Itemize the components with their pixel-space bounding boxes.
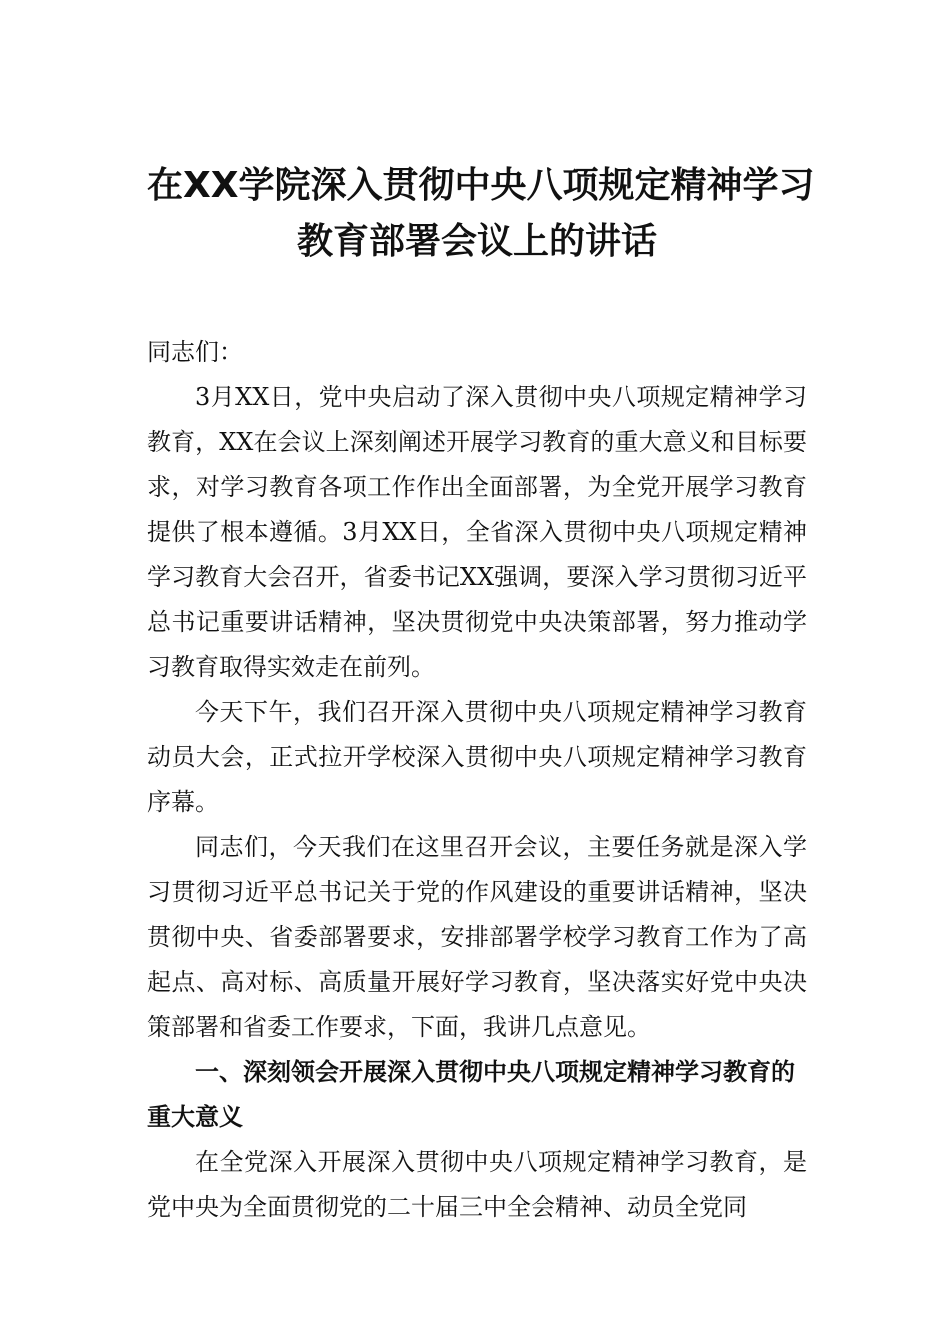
- greeting: 同志们：: [147, 338, 243, 366]
- document-title: [147, 158, 815, 270]
- section-1-paragraph: 在全党深入开展深入贯彻中央八项规定精神学习教育，是党中央为全面贯彻党的二十届三中全会精神、动员全党同: [147, 1148, 807, 1221]
- document-body: [147, 330, 807, 1230]
- section-heading-1: 一、深刻领会开展深入贯彻中央八项规定精神学习教育的重大意义: [147, 1058, 795, 1131]
- paragraph-1: 3月XX日，党中央启动了深入贯彻中央八项规定精神学习教育，XX在会议上深刻阐述开展学习教育的重大意义和目标要求，对学习教育各项工作作出全面部署，为全党开展学习教育提供了根本遵循。3月XX日，全省深入贯彻中央八项规定精神学习教育大会召开，省委书记XX强调，要深入学习贯彻习近平总书记重要讲话精神，坚决贯彻党中央决策部署，努力推动学习教育取得实效走在前列。: [147, 383, 807, 681]
- title-line-1: 在XX学院深入贯彻中央八项规定精神学习: [147, 165, 815, 206]
- title-line-2: 教育部署会议上的讲话: [296, 221, 657, 262]
- paragraph-2: 今天下午，我们召开深入贯彻中央八项规定精神学习教育动员大会，正式拉开学校深入贯彻中央八项规定精神学习教育序幕。: [147, 698, 807, 816]
- paragraph-3: 同志们，今天我们在这里召开会议，主要任务就是深入学习贯彻习近平总书记关于党的作风建设的重要讲话精神，坚决贯彻中央、省委部署要求，安排部署学校学习教育工作为了高起点、高对标、高质量开展好学习教育，坚决落实好党中央决策部署和省委工作要求，下面，我讲几点意见。: [147, 833, 807, 1041]
